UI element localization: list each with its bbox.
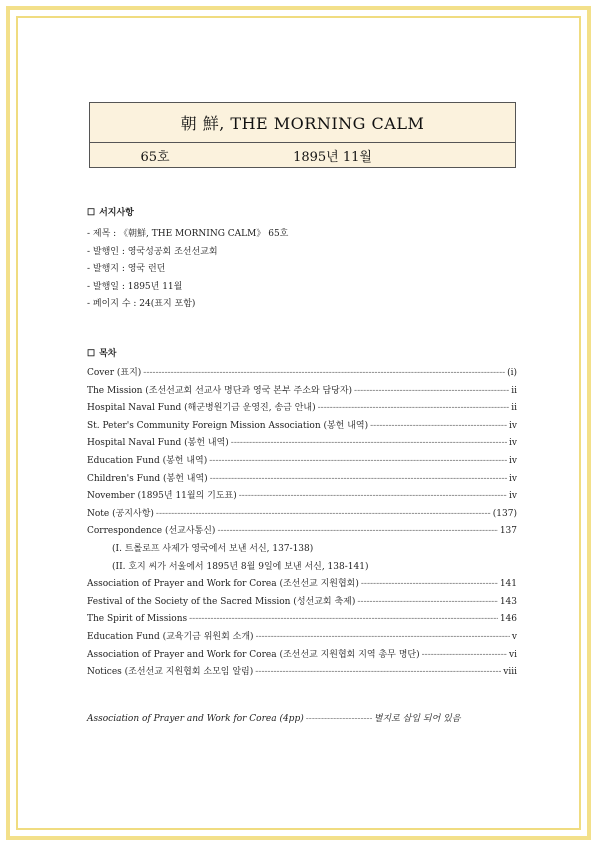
leader-dots [256, 629, 510, 647]
toc-entry-title: Education Fund (교육기금 위원회 소개) [87, 631, 254, 642]
toc-row [87, 453, 517, 471]
insert-note-title: Association of Prayer and Work for Corea (4pp) [87, 714, 304, 724]
leader-dots [189, 611, 498, 629]
leader-dots [318, 400, 510, 418]
toc-page-number: (137) [492, 508, 517, 519]
toc-entry-title: Hospital Naval Fund (봉헌 내역) [87, 438, 229, 449]
bibliography-line: - 발행지 : 영국 런던 [87, 264, 166, 274]
leader-dots [370, 418, 507, 436]
toc-row [87, 611, 517, 629]
toc-entry-title: The Spirit of Missions [87, 614, 188, 625]
leader-dots [306, 714, 372, 724]
toc-row [87, 506, 517, 524]
leader-dots [231, 435, 507, 453]
toc-entry-title: Notices (조선선교 지원협회 소모임 알림) [87, 667, 254, 678]
toc-page-number: iv [509, 491, 517, 502]
toc-entry-title: Festival of the Society of the Sacred Mission (성선교회 축제) [87, 596, 356, 607]
toc-page-number: iv [509, 438, 517, 449]
toc-row [87, 471, 517, 489]
table-of-contents [87, 365, 517, 682]
leader-dots [354, 383, 509, 401]
toc-page-number: (i) [507, 368, 517, 378]
leader-dots [156, 506, 491, 524]
toc-page-number: 143 [499, 596, 517, 607]
toc-entry-title: (II. 호지 씨가 서울에서 1895년 8월 9일에 보낸 서신, 138-141) [112, 561, 369, 572]
bibliography-section [87, 205, 288, 314]
leader-dots [143, 365, 505, 383]
journal-title: 朝 鮮, THE MORNING CALM [90, 103, 515, 143]
toc-entry-title: Association of Prayer and Work for Corea (조선선교 지원협회) [87, 579, 359, 590]
leader-dots [361, 576, 498, 594]
bibliography-line: - 발행일 : 1895년 11월 [87, 281, 183, 292]
toc-row [87, 383, 517, 401]
toc-page-number: iv [509, 455, 517, 466]
toc-row [87, 559, 517, 577]
toc-entry-title: The Mission (조선선교회 선교사 명단과 영국 본부 주소와 담당자) [87, 385, 353, 396]
issue-row [90, 143, 515, 167]
toc-page-number: 146 [499, 614, 517, 625]
toc-row [87, 647, 517, 665]
toc-page-number: v [511, 631, 517, 642]
leader-dots [210, 471, 507, 489]
toc-entry-title: Education Fund (봉헌 내역) [87, 455, 208, 466]
toc-row [87, 576, 517, 594]
toc-row [87, 400, 517, 418]
toc-entry-title: Association of Prayer and Work for Corea (조선선교 지원협회 지역 총무 명단) [87, 649, 420, 660]
toc-entry-title: November (1895년 11월의 기도표) [87, 491, 237, 502]
toc-entry-title: Note (공지사항) [87, 508, 154, 519]
leader-dots [357, 594, 497, 612]
insert-note [87, 711, 519, 724]
checkbox-square-icon: ☐ [87, 208, 96, 218]
toc-entry-title: Children's Fund (봉헌 내역) [87, 473, 208, 484]
bibliography-line: - 제목 : 《朝鮮, THE MORNING CALM》 65호 [87, 229, 289, 239]
toc-heading-wrap [87, 346, 116, 367]
issue-date: 1895년 11월 [293, 149, 372, 165]
issue-number: 65호 [140, 149, 170, 165]
title-box [89, 102, 516, 168]
toc-page-number: 141 [499, 579, 517, 590]
toc-row [87, 664, 517, 682]
toc-row [87, 418, 517, 436]
bibliography-heading: ☐ 서지사항 [87, 208, 134, 218]
insert-note-text: 별지로 삽입 되어 있음 [373, 714, 461, 724]
leader-dots [239, 488, 507, 506]
toc-page-number: iv [509, 420, 517, 431]
toc-row [87, 541, 517, 559]
toc-row [87, 365, 517, 383]
checkbox-square-icon: ☐ [87, 349, 96, 359]
toc-row [87, 435, 517, 453]
toc-page-number: viii [503, 667, 517, 678]
toc-entry-title: Hospital Naval Fund (해군병원기금 운영진, 송금 안내) [87, 403, 316, 414]
bibliography-line: - 발행인 : 영국성공회 조선선교회 [87, 246, 218, 257]
bibliography-line: - 페이지 수 : 24(표지 포함) [87, 299, 196, 309]
toc-entry-title: St. Peter's Community Foreign Mission Association (봉헌 내역) [87, 420, 369, 431]
leader-dots [209, 453, 507, 471]
leader-dots [217, 523, 497, 541]
toc-page-number: 137 [499, 526, 517, 537]
toc-heading: ☐ 목차 [87, 349, 117, 359]
toc-entry-title: Correspondence (선교사통신) [87, 526, 216, 537]
toc-entry-title: (I. 트롤로프 사제가 영국에서 보낸 서신, 137-138) [112, 543, 314, 554]
toc-page-number: vi [509, 649, 517, 660]
toc-entry-title: Cover (표지) [87, 368, 142, 378]
toc-page-number: ii [511, 385, 517, 396]
leader-dots [255, 664, 501, 682]
toc-row [87, 594, 517, 612]
toc-page-number: iv [509, 473, 517, 484]
toc-row [87, 629, 517, 647]
toc-row [87, 488, 517, 506]
leader-dots [422, 647, 507, 665]
toc-row [87, 523, 517, 541]
toc-page-number: ii [511, 403, 517, 414]
